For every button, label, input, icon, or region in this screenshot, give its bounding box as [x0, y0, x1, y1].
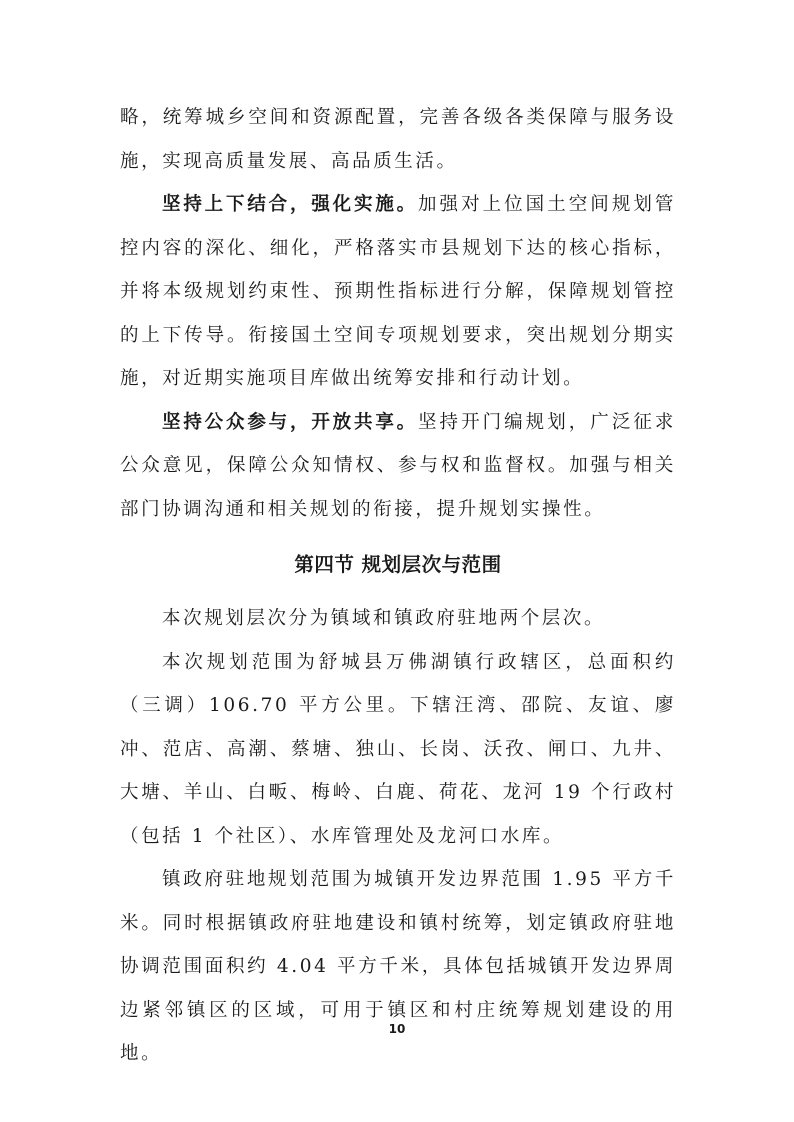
principle-body: 坚持开门编规划，广泛征求公众意见，保障公众知情权、参与权和监督权。加强与相关部门协调沟通和相关规划的衔接，提升规划实操性。 [120, 411, 676, 520]
paragraph-continuation: 略，统筹城乡空间和资源配置，完善各级各类保障与服务设施，实现高质量发展、高品质生活。 [120, 107, 676, 172]
paragraph-planning-scope: 本次规划范围为舒城县万佛湖镇行政辖区，总面积约（三调）106.70 平方公里。下辖汪湾、邵院、友谊、廖冲、范店、高潮、蔡塘、独山、长岗、沃孜、闸口、九井、大塘、羊山、白畈、梅岭、白鹿、荷花、龙河 19 个行政村（包括 1 个社区）、水库管理处及龙河口水库。 [120, 651, 676, 847]
document-page [120, 96, 676, 1076]
page-number: 10 [388, 1022, 406, 1036]
principle-heading: 坚持上下结合，强化实施。 [162, 194, 419, 215]
paragraph-planning-levels: 本次规划层次分为镇域和镇政府驻地两个层次。 [162, 608, 606, 629]
section-title: 第四节 规划层次与范围 [294, 553, 502, 576]
principle-body: 加强对上位国土空间规划管控内容的深化、细化，严格落实市县规划下达的核心指标，并将本级规划约束性、预期性指标进行分解，保障规划管控的上下传导。衔接国土空间专项规划要求，突出规划分期实施，对近期实施项目库做出统筹安排和行动计划。 [120, 194, 676, 389]
paragraph-town-seat-scope: 镇政府驻地规划范围为城镇开发边界范围 1.95 平方千米。同时根据镇政府驻地建设和镇村统筹，划定镇政府驻地协调范围面积约 4.04 平方千米，具体包括城镇开发边界周边紧邻镇区的区域，可用于镇区和村庄统筹规划建设的用地。 [120, 869, 676, 1064]
paragraph-principle-public [120, 401, 676, 532]
principle-heading: 坚持公众参与，开放共享。 [162, 411, 419, 433]
paragraph-principle-implementation [120, 183, 676, 401]
